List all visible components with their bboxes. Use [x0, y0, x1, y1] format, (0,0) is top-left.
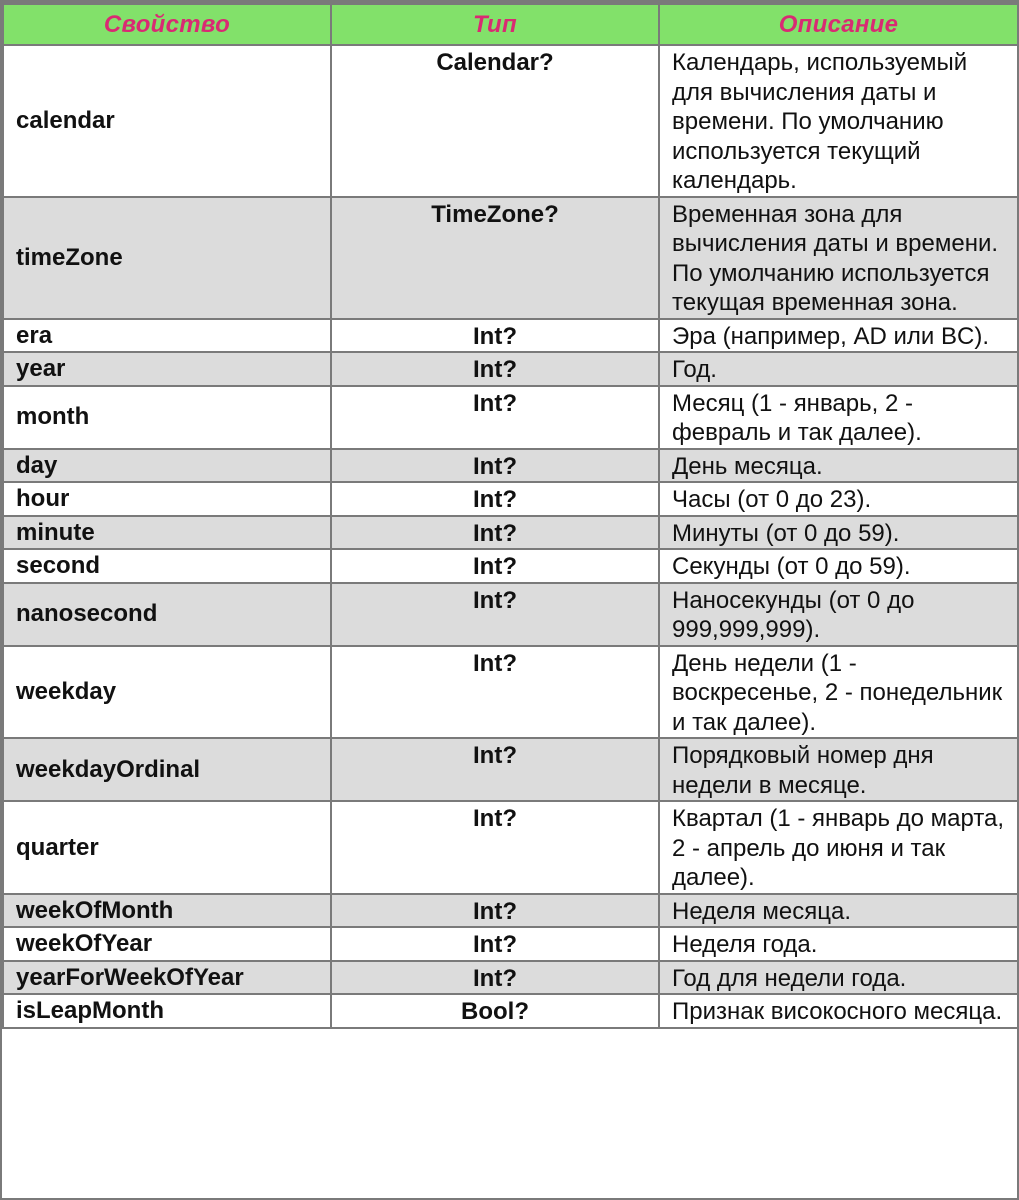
row-description: Неделя месяца.	[659, 894, 1018, 928]
row-property: weekOfMonth	[3, 894, 331, 928]
row-description: Неделя года.	[659, 927, 1018, 961]
row-property: era	[3, 319, 331, 353]
row-type: Int?	[331, 801, 659, 894]
row-type: Int?	[331, 646, 659, 739]
table-row	[3, 319, 1018, 353]
header-type: Тип	[331, 4, 659, 45]
row-type: Int?	[331, 738, 659, 801]
row-type: Int?	[331, 549, 659, 583]
header-property: Свойство	[3, 4, 331, 45]
row-description: Наносекунды (от 0 до 999,999,999).	[659, 583, 1018, 646]
row-property: nanosecond	[3, 583, 331, 646]
row-type: Calendar?	[331, 45, 659, 197]
row-property: timeZone	[3, 197, 331, 319]
table-row	[3, 738, 1018, 801]
row-type: Int?	[331, 449, 659, 483]
row-description: Часы (от 0 до 23).	[659, 482, 1018, 516]
row-property: month	[3, 386, 331, 449]
row-type: TimeZone?	[331, 197, 659, 319]
row-property: second	[3, 549, 331, 583]
row-type: Int?	[331, 352, 659, 386]
row-property: day	[3, 449, 331, 483]
table-row	[3, 45, 1018, 197]
row-property: yearForWeekOfYear	[3, 961, 331, 995]
row-type: Int?	[331, 386, 659, 449]
row-property: isLeapMonth	[3, 994, 331, 1028]
table-header-row	[3, 4, 1018, 45]
row-type: Int?	[331, 961, 659, 995]
table-row	[3, 549, 1018, 583]
row-type: Int?	[331, 319, 659, 353]
table-row	[3, 801, 1018, 894]
row-property: calendar	[3, 45, 331, 197]
row-type: Int?	[331, 516, 659, 550]
row-description: День месяца.	[659, 449, 1018, 483]
row-property: weekOfYear	[3, 927, 331, 961]
row-description: Порядковый номер дня недели в месяце.	[659, 738, 1018, 801]
table-row	[3, 646, 1018, 739]
properties-table	[2, 3, 1019, 1029]
row-property: hour	[3, 482, 331, 516]
table-row	[3, 197, 1018, 319]
row-description: Признак високосного месяца.	[659, 994, 1018, 1028]
row-description: Квартал (1 - январь до марта, 2 - апрель до июня и так далее).	[659, 801, 1018, 894]
table-row	[3, 516, 1018, 550]
row-description: День недели (1 - воскресенье, 2 - понедельник и так далее).	[659, 646, 1018, 739]
row-property: weekday	[3, 646, 331, 739]
row-property: year	[3, 352, 331, 386]
table-row	[3, 994, 1018, 1028]
table-row	[3, 386, 1018, 449]
row-description: Секунды (от 0 до 59).	[659, 549, 1018, 583]
row-description: Минуты (от 0 до 59).	[659, 516, 1018, 550]
row-type: Int?	[331, 927, 659, 961]
table-row	[3, 482, 1018, 516]
table-row	[3, 352, 1018, 386]
row-description: Календарь, используемый для вычисления даты и времени. По умолчанию используется текущий календарь.	[659, 45, 1018, 197]
table-row	[3, 449, 1018, 483]
header-description: Описание	[659, 4, 1018, 45]
row-description: Год.	[659, 352, 1018, 386]
table-row	[3, 927, 1018, 961]
row-description: Год для недели года.	[659, 961, 1018, 995]
row-type: Bool?	[331, 994, 659, 1028]
row-type: Int?	[331, 894, 659, 928]
row-description: Месяц (1 - январь, 2 - февраль и так далее).	[659, 386, 1018, 449]
row-property: minute	[3, 516, 331, 550]
row-description: Эра (например, AD или BC).	[659, 319, 1018, 353]
row-property: weekdayOrdinal	[3, 738, 331, 801]
table-row	[3, 583, 1018, 646]
row-type: Int?	[331, 583, 659, 646]
row-property: quarter	[3, 801, 331, 894]
row-description: Временная зона для вычисления даты и времени. По умолчанию используется текущая временная зона.	[659, 197, 1018, 319]
table-row	[3, 961, 1018, 995]
row-type: Int?	[331, 482, 659, 516]
table-row	[3, 894, 1018, 928]
